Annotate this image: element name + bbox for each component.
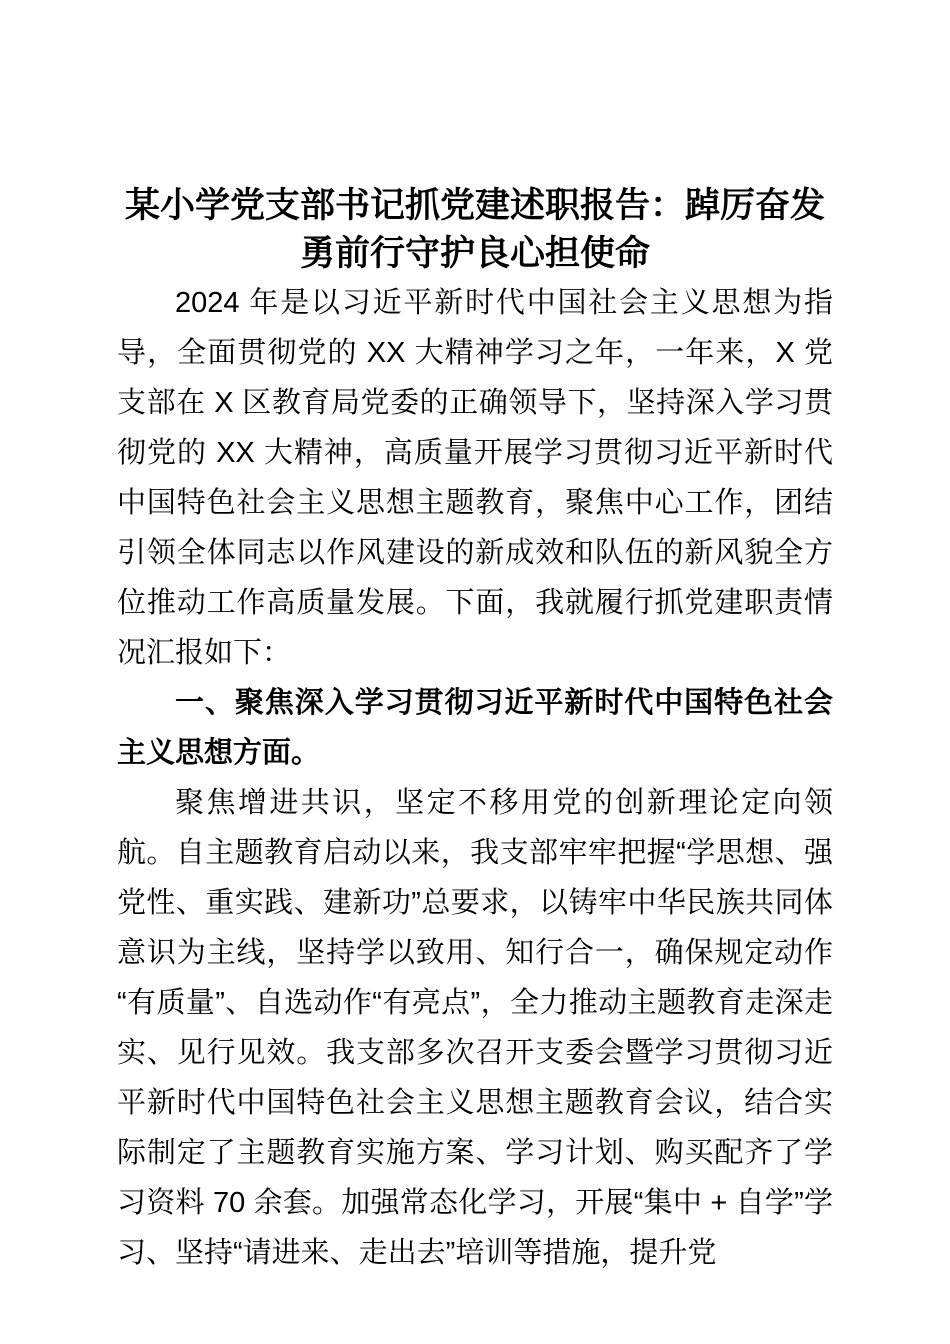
- paragraph-intro: 2024 年是以习近平新时代中国社会主义思想为指导，全面贯彻党的 XX 大精神学习之年，一年来，X 党支部在 X 区教育局党委的正确领导下，坚持深入学习贯彻党的 XX 大精神，高质量开展学习贯彻习近平新时代中国特色社会主义思想主题教育，聚焦中心工作，团结引领全体同志以作风建设的新成效和队伍的新风貌全方位推动工作高质量发展。下面，我就履行抓党建职责情况汇报如下：: [117, 287, 833, 669]
- document-title: 某小学党支部书记抓党建述职报告：踔厉奋发勇前行守护良心担使命: [124, 186, 825, 273]
- section-heading-1: 一、聚焦深入学习贯彻习近平新时代中国特色社会主义思想方面。: [117, 687, 833, 769]
- paragraph-section-1-body: 聚焦增进共识，坚定不移用党的创新理论定向领航。自主题教育启动以来，我支部牢牢把握“学思想、强党性、重实践、建新功”总要求，以铸牢中华民族共同体意识为主线，坚持学以致用、知行合一，确保规定动作“有质量”、自选动作“有亮点”，全力推动主题教育走深走实、见行见效。我支部多次召开支委会暨学习贯彻习近平新时代中国特色社会主义思想主题教育会议，结合实际制定了主题教育实施方案、学习计划、购买配齐了学习资料 70 余套。加强常态化学习，开展“集中 + 自学”学习、坚持“请进来、走出去”培训等措施，提升党: [117, 787, 833, 1269]
